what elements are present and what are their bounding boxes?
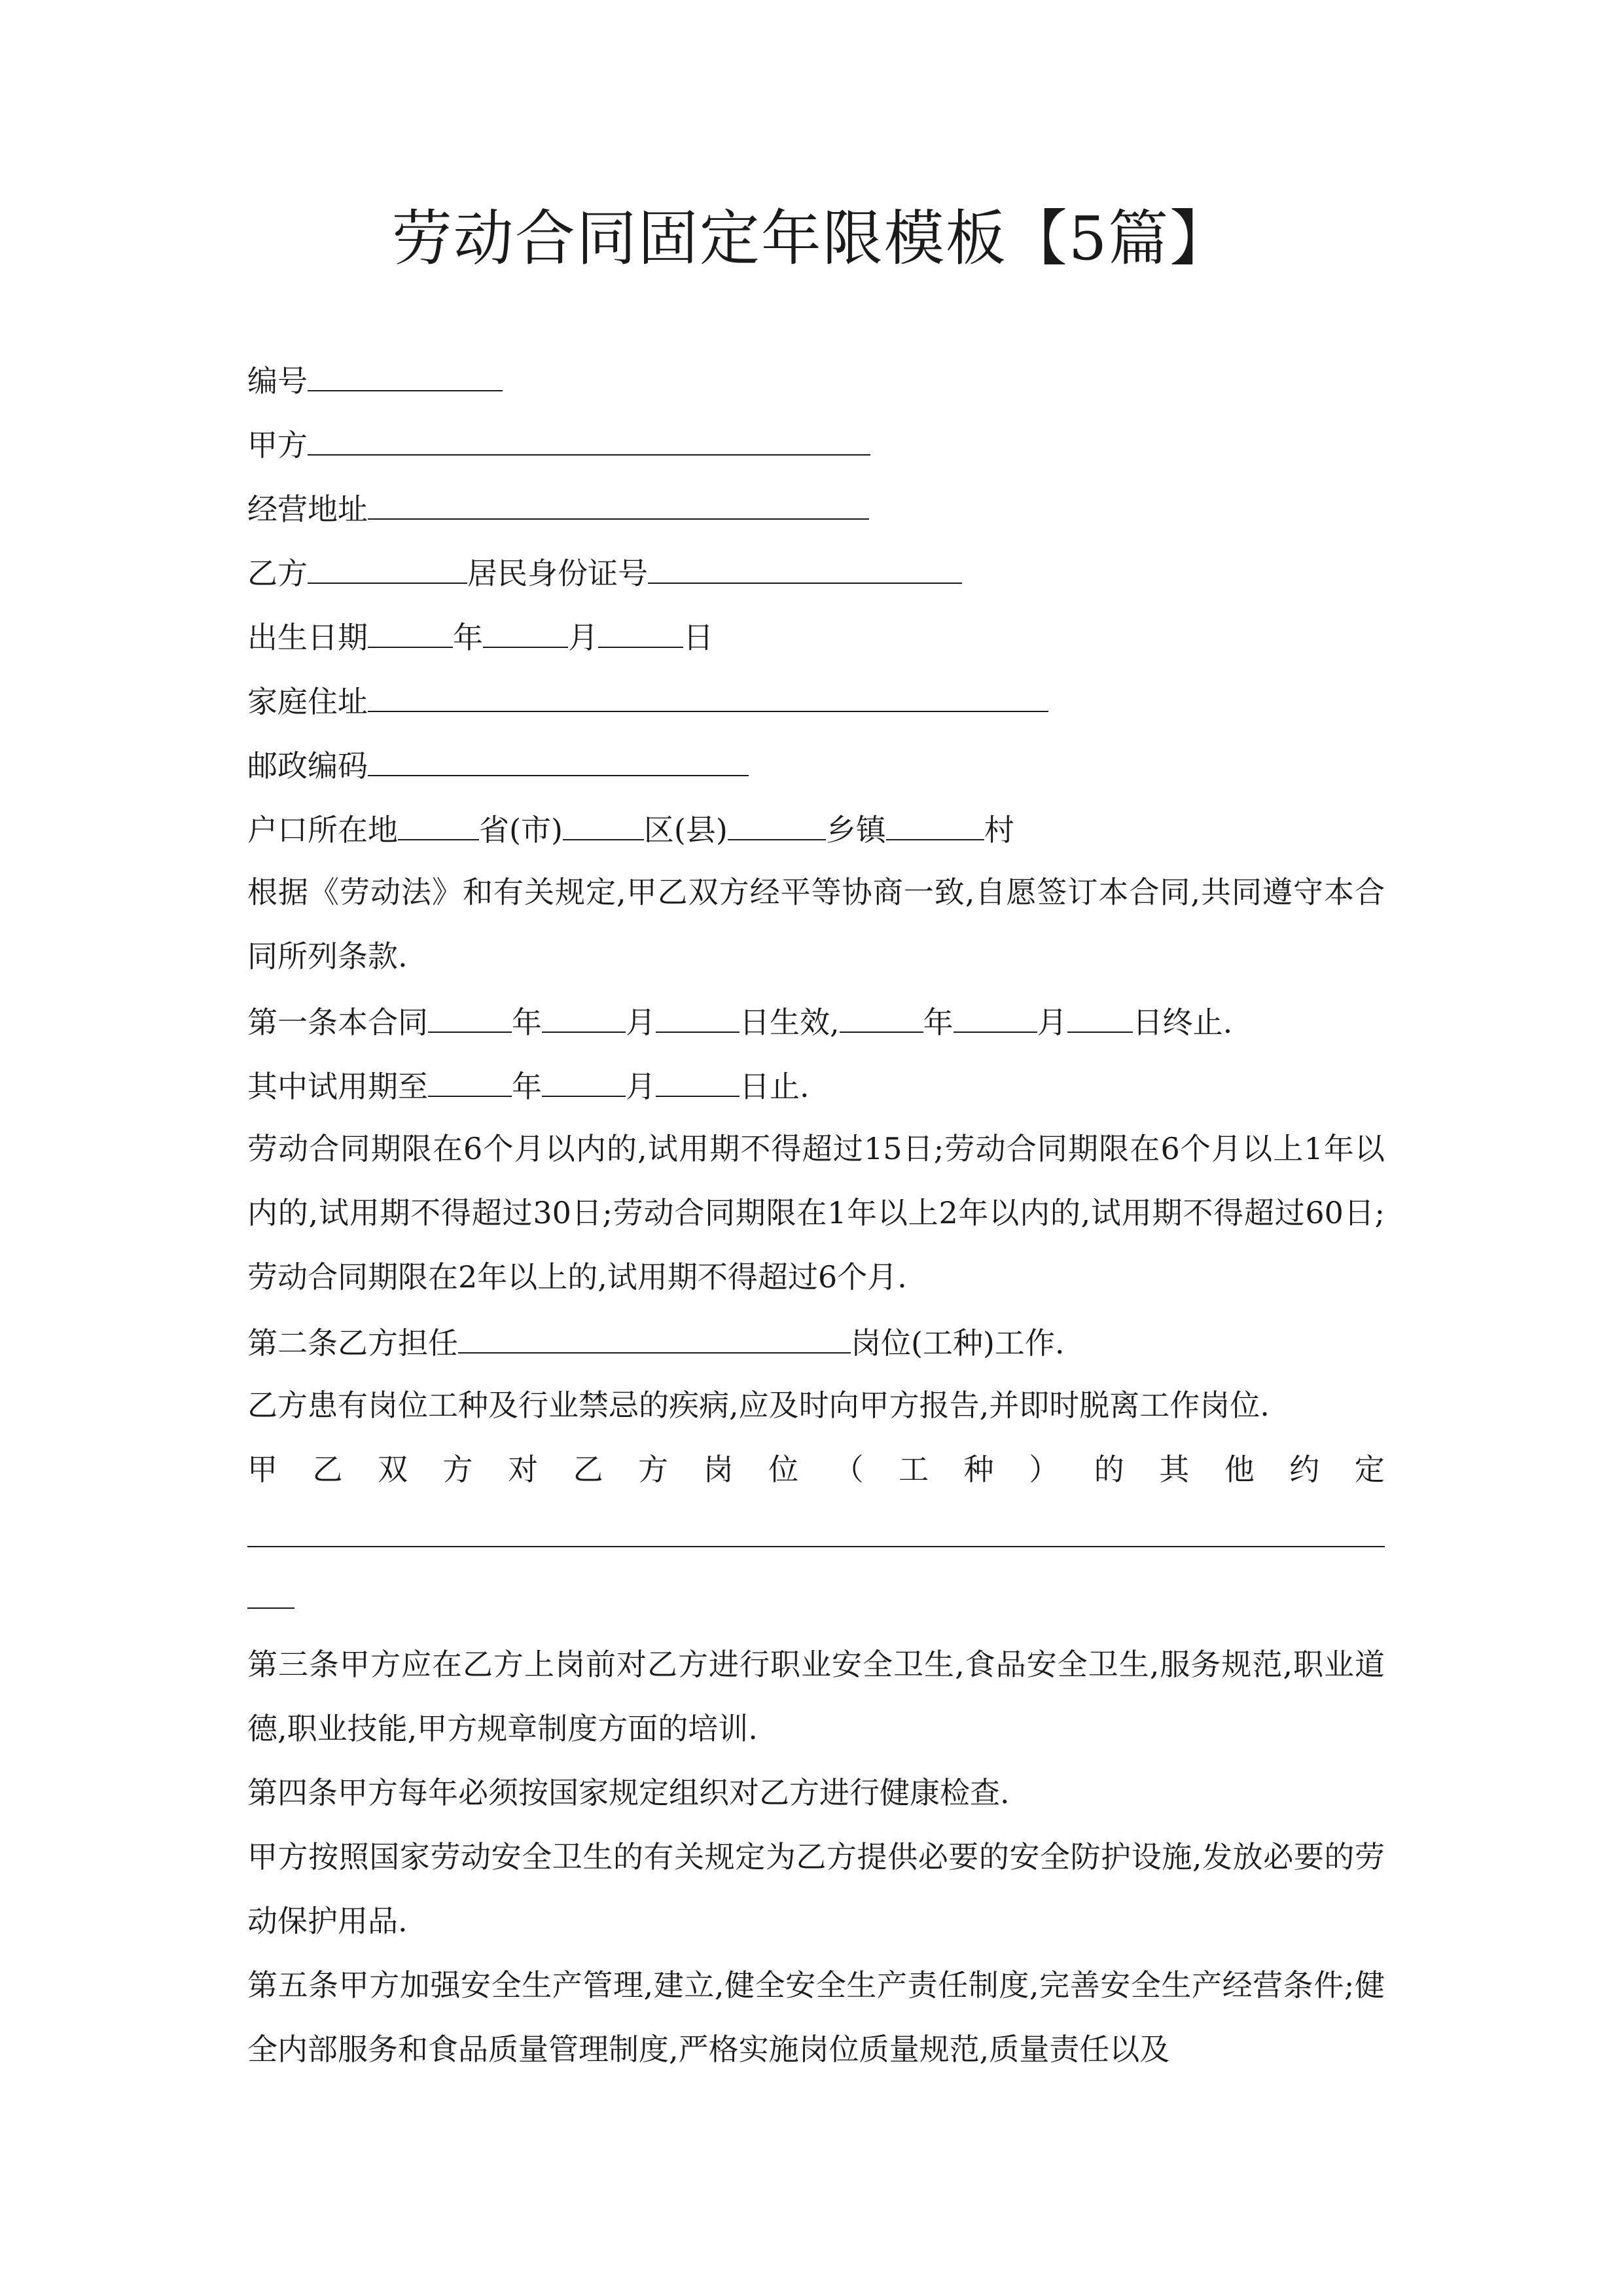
spread-char: 甲 bbox=[247, 1452, 277, 1487]
household-location-label: 户口所在地 bbox=[247, 812, 398, 848]
effective-label: 日生效, bbox=[740, 1005, 840, 1040]
probation-end-label: 日止. bbox=[740, 1069, 810, 1104]
spread-char: 种 bbox=[963, 1452, 994, 1487]
party-a-blank bbox=[308, 411, 870, 456]
field-party-a bbox=[247, 411, 1385, 475]
probation-rule-paragraph: 劳动合同期限在6个月以内的,试用期不得超过15日;劳动合同期限在6个月以上1年以内的,试用期不得超过30日;劳动合同期限在1年以上2年以内的,试用期不得超过60日;劳动合同期限在2年以上的,试用期不得超过6个月. bbox=[247, 1131, 1385, 1295]
other-agreement-blank-tail bbox=[247, 1567, 294, 1609]
spread-char: 岗 bbox=[703, 1452, 734, 1487]
postal-code-label: 邮政编码 bbox=[247, 748, 368, 783]
year-label: 年 bbox=[453, 620, 483, 655]
spread-char: 方 bbox=[638, 1452, 669, 1487]
end-day-blank bbox=[1067, 988, 1133, 1033]
terminate-label: 日终止. bbox=[1132, 1005, 1233, 1040]
village-blank bbox=[886, 796, 984, 840]
field-birth-date bbox=[247, 603, 1385, 668]
postal-code-blank bbox=[368, 732, 749, 776]
number-label: 编号 bbox=[247, 363, 308, 399]
birth-year-blank bbox=[368, 603, 453, 648]
day-label: 日 bbox=[683, 620, 713, 655]
party-a-label: 甲方 bbox=[247, 427, 308, 463]
spread-char: 对 bbox=[508, 1452, 539, 1487]
article-1-probation bbox=[247, 1052, 1385, 1117]
home-address-blank bbox=[368, 668, 1048, 712]
spread-char: 约 bbox=[1289, 1452, 1320, 1487]
village-label: 村 bbox=[984, 812, 1014, 848]
id-number-blank bbox=[648, 539, 962, 584]
end-month-blank bbox=[954, 988, 1037, 1033]
probation-prefix: 其中试用期至 bbox=[247, 1069, 428, 1104]
article-3-paragraph: 第三条甲方应在乙方上岗前对乙方进行职业安全卫生,食品安全卫生,服务规范,职业道德,职业技能,甲方规章制度方面的培训. bbox=[247, 1647, 1385, 1746]
month-label: 月 bbox=[626, 1069, 656, 1104]
position-blank bbox=[458, 1309, 851, 1354]
other-agreement-blank-line bbox=[247, 1501, 1385, 1547]
business-address-label: 经营地址 bbox=[247, 492, 368, 527]
field-number bbox=[247, 347, 1385, 411]
spread-char: 双 bbox=[378, 1452, 408, 1487]
article-4-paragraph: 第四条甲方每年必须按国家规定组织对乙方进行健康检查. bbox=[247, 1775, 1010, 1810]
field-household-location bbox=[247, 796, 1385, 860]
party-b-blank bbox=[308, 539, 467, 584]
article-2-prefix: 第二条乙方担任 bbox=[247, 1325, 458, 1361]
article-1-prefix: 第一条本合同 bbox=[247, 1005, 428, 1040]
business-address-blank bbox=[368, 475, 869, 520]
spread-char: 其 bbox=[1159, 1452, 1190, 1487]
spread-char: 工 bbox=[899, 1452, 929, 1487]
number-blank bbox=[308, 347, 503, 391]
start-day-blank bbox=[656, 988, 740, 1033]
protection-paragraph: 甲方按照国家劳动安全卫生的有关规定为乙方提供必要的安全防护设施,发放必要的劳动保护用品. bbox=[247, 1839, 1385, 1939]
contract-body bbox=[247, 347, 1385, 2081]
birth-day-blank bbox=[598, 603, 683, 648]
home-address-label: 家庭住址 bbox=[247, 684, 368, 719]
end-year-blank bbox=[840, 988, 923, 1033]
start-month-blank bbox=[542, 988, 626, 1033]
township-label: 乡镇 bbox=[825, 812, 886, 848]
id-number-label: 居民身份证号 bbox=[467, 556, 648, 591]
article-2-suffix: 岗位(工种)工作. bbox=[851, 1325, 1065, 1361]
probation-year-blank bbox=[428, 1052, 512, 1097]
probation-day-blank bbox=[656, 1052, 740, 1097]
month-label: 月 bbox=[568, 620, 598, 655]
start-year-blank bbox=[428, 988, 512, 1033]
province-label: 省(市) bbox=[479, 812, 563, 848]
article-1-term bbox=[247, 988, 1385, 1052]
year-label: 年 bbox=[923, 1005, 954, 1040]
district-blank bbox=[563, 796, 644, 840]
province-blank bbox=[398, 796, 479, 840]
birth-month-blank bbox=[483, 603, 568, 648]
spread-char: 位 bbox=[768, 1452, 799, 1487]
article-2-position bbox=[247, 1309, 1385, 1373]
spread-char: 的 bbox=[1094, 1452, 1124, 1487]
spread-char: ） bbox=[1029, 1452, 1060, 1487]
year-label: 年 bbox=[512, 1005, 542, 1040]
intro-paragraph: 根据《劳动法》和有关规定,甲乙双方经平等协商一致,自愿签订本合同,共同遵守本合同所列条款. bbox=[247, 874, 1385, 974]
probation-month-blank bbox=[542, 1052, 626, 1097]
document-title: 劳动合同固定年限模板【5篇】 bbox=[391, 204, 1232, 274]
party-b-label: 乙方 bbox=[247, 556, 308, 591]
field-business-address bbox=[247, 475, 1385, 539]
month-label: 月 bbox=[1037, 1005, 1067, 1040]
spread-char: 定 bbox=[1354, 1452, 1385, 1487]
article-5-paragraph: 第五条甲方加强安全生产管理,建立,健全安全生产责任制度,完善安全生产经营条件;健全内部服务和食品质量管理制度,严格实施岗位质量规范,质量责任以及 bbox=[247, 1967, 1385, 2067]
article-2-other-agreement bbox=[247, 1437, 1385, 1501]
spread-char: 乙 bbox=[573, 1452, 603, 1487]
field-home-address bbox=[247, 668, 1385, 732]
spread-char: 方 bbox=[442, 1452, 473, 1487]
article-2-disease: 乙方患有岗位工种及行业禁忌的疾病,应及时向甲方报告,并即时脱离工作岗位. bbox=[247, 1388, 1270, 1423]
field-postal-code bbox=[247, 732, 1385, 796]
district-label: 区(县) bbox=[643, 812, 728, 848]
spread-char: 他 bbox=[1224, 1452, 1255, 1487]
birth-date-label: 出生日期 bbox=[247, 620, 368, 655]
field-party-b bbox=[247, 539, 1385, 603]
spread-char: 乙 bbox=[312, 1452, 343, 1487]
year-label: 年 bbox=[512, 1069, 542, 1104]
township-blank bbox=[728, 796, 826, 840]
spread-char: （ bbox=[833, 1452, 864, 1487]
month-label: 月 bbox=[626, 1005, 656, 1040]
